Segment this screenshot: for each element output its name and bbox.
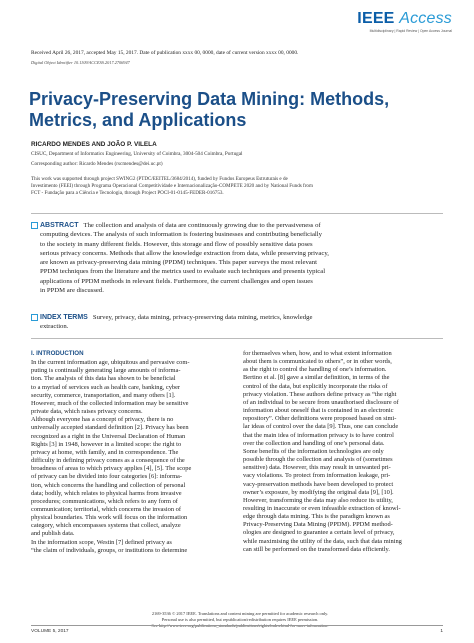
body-line: Privacy-Preserving Data Mining (PPDM). PPDM method-	[243, 521, 393, 529]
divider	[31, 213, 443, 214]
page-number: 1	[440, 629, 443, 634]
funding-line: Investimento (FEEI) through Programa Operacional Competitividade e Internacionalização-COMPETE 2020 and by National Funds from	[31, 182, 313, 189]
body-line: about them is communicated to others”, or in other words,	[243, 358, 392, 366]
body-line: of an individual to be secure from unauthorised disclosure of	[243, 398, 399, 406]
body-line: communication; territorial, which concerns the invasion of	[31, 505, 181, 513]
section-heading: I. INTRODUCTION	[31, 350, 84, 357]
body-line: However, transforming the data may also reduce its utility,	[243, 496, 393, 504]
abstract-label: ABSTRACT	[40, 222, 79, 229]
abstract-line: ABSTRACT The collection and analysis of data are continuously growing due to the pervasiveness of	[40, 222, 321, 229]
body-line: privacy violation. These authors define privacy as “the right	[243, 390, 397, 398]
funding-line: FCT - Fundação para a Ciência e Tecnologia, through Project POCI-01-0145-FEDER-016753.	[31, 189, 224, 196]
body-line: difficulty in defining privacy comes as a consequence of the	[31, 457, 185, 465]
abstract	[31, 221, 443, 295]
body-line: edge through data mining. This is the paradigm known as	[243, 513, 390, 521]
logo-wordmark	[357, 10, 452, 28]
copyright-line: See http://www.ieee.org/publications_standards/publications/rights/index.html for more information.	[151, 623, 329, 628]
body-line: Some benefits of the information technologies are only	[243, 447, 384, 455]
body-line: vacy-preservation methods have been developed to protect	[243, 480, 394, 488]
body-line: control of the data, but explicitly incorporate the risks of	[243, 382, 388, 390]
volume-label: VOLUME 5, 2017	[31, 629, 69, 634]
body-line: to a myriad of services such as health care, banking, cyber	[31, 383, 181, 391]
copyright-line: Personal use is also permitted, but republication/redistribution requires IEEE permission.	[161, 617, 319, 622]
publication-dates: Received April 26, 2017, accepted May 15, 2017. Date of publication xxxx 00, 0000, date of current version xxxx 00, 0000.	[31, 50, 299, 56]
body-line: procedures; communications, which refers to any form of	[31, 497, 178, 505]
body-line: However, much of the collected information may be sensitive	[31, 399, 189, 407]
index-terms	[31, 313, 443, 332]
body-line: physical boundaries. This work will focus on the information	[31, 514, 188, 522]
body-line: In the information scope, Westin [7] defined privacy as	[31, 538, 172, 546]
body-line: as the right to control the handling of one’s information.	[243, 366, 387, 374]
title-line: Metrics, and Applications	[29, 110, 247, 130]
body-line: category, which encompasses systems that collect, analyze	[31, 522, 181, 530]
body-line: puting is continually generating large amounts of informa-	[31, 367, 181, 375]
body-line: Rights [3] in 1948, however in a limited scope: the right to	[31, 440, 182, 448]
affiliation: CISUC, Department of Informatics Engineering, University of Coimbra, 3004-504 Coimbra, Portugal	[31, 151, 243, 157]
body-line: possible through the collection and analysis of (sometimes	[243, 456, 393, 464]
body-line: security, commerce, transportation, and many others [1].	[31, 391, 176, 399]
body-line: tion. The analysis of this data has shown to be beneficial	[31, 375, 176, 383]
body-line: universally accepted standard definition [2]. Privacy has been	[31, 424, 189, 432]
body-line: “the claim of individuals, groups, or institutions to determine	[31, 546, 188, 554]
doi: Digital Object Identifier 10.1109/ACCESS.2017.2706947	[31, 60, 130, 65]
index-terms-marker-icon	[31, 314, 38, 321]
body-line: information about oneself that is contained in an electronic	[243, 407, 394, 415]
body-line: data; bodily, which relates to physical harms from invasive	[31, 489, 182, 497]
body-line: ologies are designed to guarantee a certain level of privacy,	[243, 529, 395, 537]
body-line: of privacy can be divided into four categories [6]: informa-	[31, 473, 183, 481]
copyright-notice	[130, 611, 350, 629]
index-terms-label: INDEX TERMS	[40, 314, 88, 321]
copyright-line: 2169-3536 © 2017 IEEE. Translations and content mining are permitted for academic research only.	[151, 611, 329, 616]
abstract-line: in PPDM are discussed.	[40, 287, 104, 295]
body-line: over the collection and handling of one’s personal data.	[243, 439, 385, 447]
authors: RICARDO MENDES AND JOÃO P. VILELA	[31, 141, 157, 148]
corresponding-author: Corresponding author: Ricardo Mendes (rscmendes@dei.uc.pt)	[31, 161, 163, 167]
body-line: and publish data.	[31, 530, 75, 538]
body-line: lar ideas of control over the data [9]. Thus, one can conclude	[243, 423, 399, 431]
body-line: recognized as a right in the Universal Declaration of Human	[31, 432, 186, 440]
abstract-line: are known as privacy-preserving data mining (PPDM) techniques. This paper surveys the most relevant	[40, 259, 317, 267]
body-line: tion, which concerns the handling and collection of personal	[31, 481, 186, 489]
body-line: private data, which raises privacy concerns.	[31, 408, 143, 416]
funding-note	[31, 176, 451, 196]
funding-line: This work was supported through project SWING2 (PTDC/EEITEL/3684/2014), funded by Fundos Europeus Estruturais e de	[31, 176, 288, 182]
abstract-line: serious privacy concerns. Methods that allow the knowledge extraction from data, while preserving privacy,	[40, 249, 329, 257]
body-line: sensitive) data. However, this may result in unwanted pri-	[243, 464, 391, 472]
logo-tagline: Multidisciplinary | Rapid Review | Open Access Journal	[369, 29, 452, 33]
abstract-marker-icon	[31, 222, 38, 229]
body-line: Although everyone has a concept of privacy, there is no	[31, 416, 174, 424]
body-line: Bertino et al. [8] gave a similar definition, in terms of the	[243, 374, 390, 382]
body-line: while maximising the utility of the data, such that data mining	[243, 537, 402, 545]
body-line: vacy violations. To protect from information leakage, pri-	[243, 472, 391, 480]
journal-logo	[357, 10, 452, 33]
index-terms-line: INDEX TERMS Survey, privacy, data mining, privacy-preserving data mining, metrics, knowledge	[40, 314, 313, 321]
body-line: In the current information age, ubiquitous and pervasive com-	[31, 359, 190, 367]
paper-title	[29, 89, 429, 131]
title-line: Privacy-Preserving Data Mining: Methods,	[29, 89, 390, 109]
abstract-line: PPDM techniques from the literature and the metrics used to evaluate such techniques and presents typical	[40, 268, 326, 276]
body-line: resulting in inaccurate or even infeasible extraction of knowl-	[243, 504, 401, 512]
logo-main: IEEE	[357, 10, 395, 27]
logo-suffix: Access	[399, 10, 452, 27]
body-line: can still be performed on the transformed data efficiently.	[243, 545, 390, 553]
body-line: owner’s exposure, by modifying the original data [9], [10].	[243, 488, 394, 496]
divider	[31, 338, 443, 339]
abstract-text	[40, 221, 443, 295]
right-column	[243, 350, 443, 554]
body-line: broadness of areas to which privacy applies [4], [5]. The scope	[31, 465, 192, 473]
abstract-line: to the society in many different fields. However, this storage and flow of possibly sensitive data poses	[40, 240, 313, 248]
abstract-line: applications of PPDM methods in relevant fields. Furthermore, the current challenges and open issues	[40, 277, 313, 285]
index-terms-line: extraction.	[40, 323, 69, 331]
abstract-line: computing devices. The analysis of such information is fostering businesses and contributing beneficially	[40, 231, 322, 239]
body-line: for themselves when, how, and to what extent information	[243, 350, 392, 357]
body-line: that the main idea of information privacy is to have control	[243, 431, 394, 439]
index-terms-text	[40, 313, 443, 332]
footer-divider	[31, 625, 443, 626]
body-line: privacy at home, with family, and in correspondence. The	[31, 448, 179, 456]
body-line: repository”. Other definitions were proposed based on simi-	[243, 415, 397, 423]
left-column	[31, 350, 231, 555]
